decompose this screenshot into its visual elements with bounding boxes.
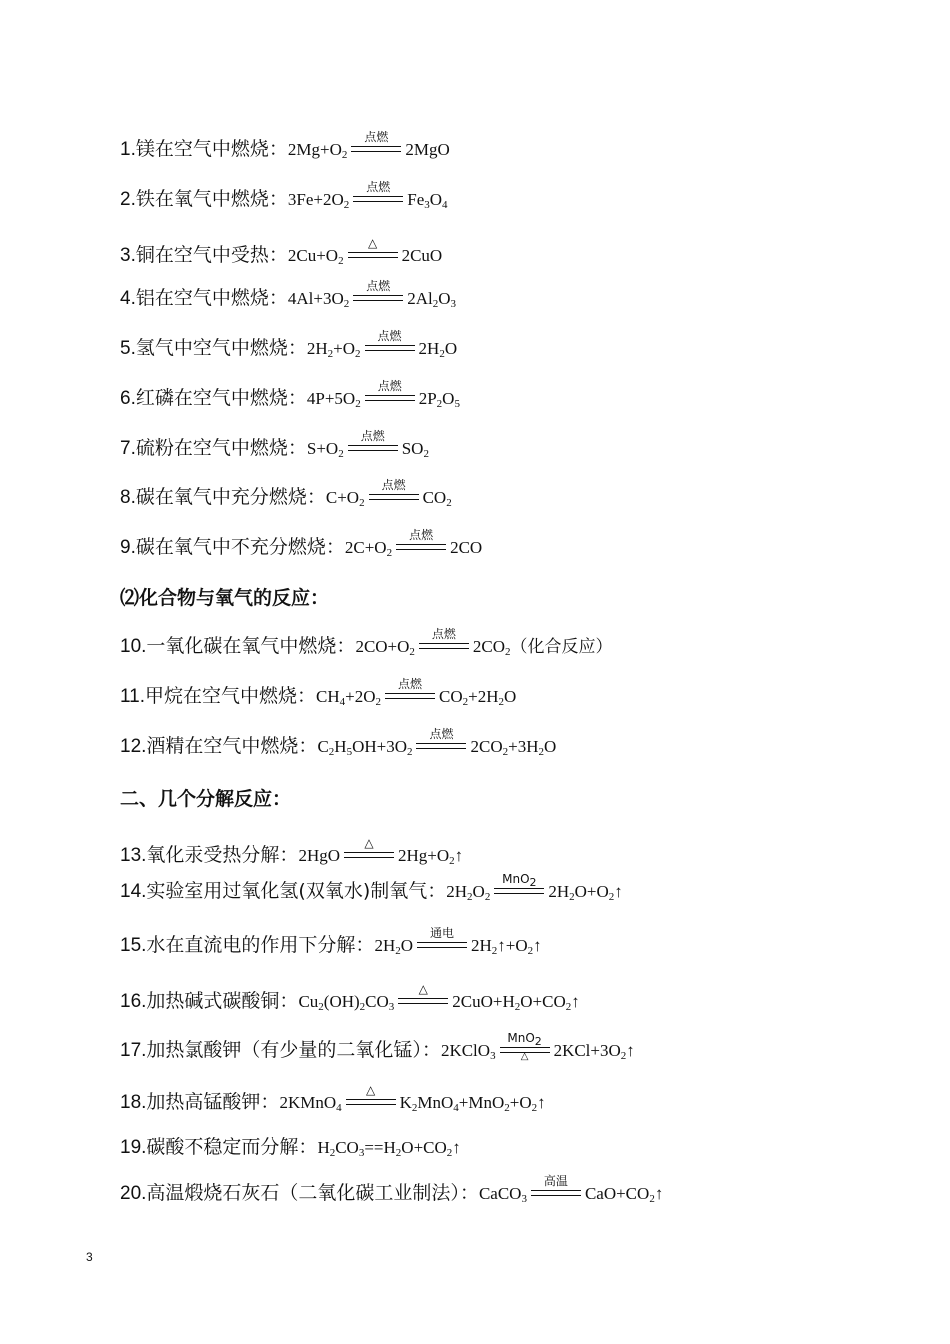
equation-line-14 [120, 872, 623, 904]
chemical-equation [446, 872, 623, 903]
reaction-description: 碳在氧气中不充分燃烧： [135, 536, 345, 558]
section-heading-compound-oxygen: ⑵化合物与氧气的反应： [120, 587, 330, 609]
reaction-condition [344, 836, 394, 864]
condition-label: 通电 [429, 926, 454, 941]
chemical-equation [287, 279, 457, 310]
reaction-description: 铝在空气中燃烧： [135, 287, 288, 309]
condition-label: 点燃 [377, 379, 402, 394]
item-number: 5. [120, 338, 136, 359]
item-number: 4. [120, 288, 136, 309]
reactants: $2H_2O$ [374, 936, 413, 957]
double-line-sign [348, 445, 398, 451]
item-number: 2. [120, 189, 136, 210]
reaction-description: 铁在氧气中燃烧： [135, 188, 288, 210]
double-line-sign [531, 1190, 581, 1196]
reactants: $2H_2+O_2$ [306, 339, 361, 360]
reactants: 2KMnO$_4$ [279, 1093, 342, 1114]
chemical-equation [287, 130, 450, 161]
item-number: 19. [120, 1137, 147, 1158]
reaction-condition [353, 279, 403, 307]
equation-line-5 [120, 329, 458, 361]
chemical-equation [355, 627, 613, 658]
reaction-condition [385, 677, 435, 705]
equation-line-4 [120, 279, 457, 311]
products: $2H_2O$ [418, 339, 458, 360]
double-line-sign [417, 942, 467, 948]
chemical-equation [306, 379, 460, 410]
double-line-sign [348, 252, 398, 258]
item-number: 9. [120, 537, 136, 558]
condition-sub-label: △ [520, 1051, 529, 1063]
products: $2CO_2+3H_2O$ [470, 737, 557, 758]
condition-label: △ [418, 982, 428, 997]
reaction-condition [348, 236, 398, 264]
reaction-description: 硫粉在空气中燃烧： [135, 437, 307, 459]
equation-line-1 [120, 130, 450, 162]
double-line-sign [419, 643, 469, 649]
chemical-equation [325, 478, 452, 509]
chemical-equation [374, 926, 542, 957]
condition-label: 点燃 [366, 279, 391, 294]
products: $2P_2O_5$ [418, 389, 460, 410]
double-line-sign [351, 146, 401, 152]
reaction-condition [531, 1174, 581, 1202]
reactants: $2Mg+O_2$ [287, 140, 348, 161]
condition-label: 点燃 [364, 130, 389, 145]
chemical-equation [287, 180, 448, 211]
reactants: 2KClO$_3$ [440, 1041, 496, 1062]
equation-line-3 [120, 236, 443, 268]
chemical-equation [440, 1031, 635, 1063]
double-line-sign [353, 295, 403, 301]
page-number: 3 [86, 1250, 93, 1264]
chemical-equation [344, 528, 483, 559]
item-number: 10. [120, 636, 147, 657]
reaction-condition [353, 180, 403, 208]
item-number: 13. [120, 845, 147, 866]
products: $2Al_2O_3$ [407, 289, 457, 310]
equation-line-19 [120, 1135, 461, 1160]
equation-line-7 [120, 429, 429, 461]
products: $K_2MnO_4+MnO_2+O_2↑$ [399, 1093, 546, 1114]
reaction-condition [500, 1031, 550, 1063]
double-line-sign [398, 998, 448, 1004]
equation-line-11 [120, 677, 517, 709]
reactants: $H_2CO_3==H_2O+CO_2↑$ [317, 1138, 461, 1159]
condition-label: 点燃 [366, 180, 391, 195]
reaction-condition [494, 872, 544, 900]
reaction-description: 红磷在空气中燃烧： [135, 387, 307, 409]
reaction-condition [346, 1083, 396, 1111]
equation-line-20 [120, 1174, 664, 1206]
reaction-condition [417, 926, 467, 954]
condition-label: 点燃 [409, 528, 434, 543]
chemical-equation [306, 329, 458, 360]
equation-line-9 [120, 528, 483, 560]
reactants: $4Al+3O_2$ [287, 289, 350, 310]
chemical-equation [317, 727, 557, 758]
double-line-sign [494, 888, 544, 894]
item-number: 8. [120, 487, 136, 508]
item-number: 3. [120, 245, 136, 266]
reactants: $2C+O_2$ [344, 538, 393, 559]
reactants: 2HgO [298, 846, 340, 865]
condition-label: 高温 [543, 1174, 568, 1189]
equation-line-2 [120, 180, 448, 212]
item-number: 6. [120, 388, 136, 409]
item-number: 11. [120, 686, 146, 707]
reactants: $4P+5O_2$ [306, 389, 361, 410]
condition-label: △ [364, 836, 374, 851]
item-number: 18. [120, 1092, 147, 1113]
products: 2CO [450, 538, 483, 557]
item-number: 12. [120, 736, 147, 757]
reactants: $C+O_2$ [325, 488, 365, 509]
equation-line-13 [120, 836, 464, 868]
condition-label: 点燃 [381, 478, 406, 493]
condition-label: △ [365, 1083, 376, 1098]
item-number: 14. [120, 881, 147, 902]
reaction-condition [348, 429, 398, 457]
reaction-condition [416, 727, 466, 755]
chemical-equation [306, 429, 429, 460]
products: $CO_2+2H_2O$ [439, 687, 517, 708]
item-number: 20. [120, 1183, 147, 1204]
reaction-description: 实验室用过氧化氢(双氧水)制氧气： [146, 880, 447, 902]
reactants: $S+O_2$ [306, 439, 344, 460]
reaction-description: 水在直流电的作用下分解： [146, 934, 375, 956]
equation-line-8 [120, 478, 452, 510]
double-line-sign [365, 345, 415, 351]
reaction-condition [365, 329, 415, 357]
chemical-equation [298, 836, 464, 867]
item-number: 1. [120, 139, 136, 160]
reaction-description: 高温煅烧石灰石（二氧化碳工业制法）： [146, 1182, 479, 1204]
item-number: 16. [120, 991, 147, 1012]
reactants: $2CO+O_2$ [355, 637, 415, 658]
reaction-condition [369, 478, 419, 506]
reaction-condition [365, 379, 415, 407]
equation-line-15 [120, 926, 542, 958]
double-line-sign [385, 693, 435, 699]
products: $CaO+CO_2↑$ [584, 1184, 664, 1205]
products: $2CuO+H_2O+CO_2↑$ [452, 992, 580, 1013]
reaction-description: 镁在空气中燃烧： [135, 138, 288, 160]
reactants: $Cu_2(OH)_2CO_3$ [298, 992, 395, 1013]
equation-line-16 [120, 982, 580, 1014]
products: $CO_2$ [422, 488, 452, 509]
double-line-sign [344, 852, 394, 858]
chemical-equation [316, 677, 517, 708]
chemical-equation [317, 1138, 460, 1157]
equation-line-6 [120, 379, 460, 411]
double-line-sign [353, 196, 403, 202]
reaction-condition [351, 130, 401, 158]
double-line-sign [346, 1099, 396, 1105]
reactants: $2H_2O_2$ [446, 882, 491, 903]
products: $SO_2$ [401, 439, 429, 460]
reaction-condition [398, 982, 448, 1010]
double-line-sign [396, 544, 446, 550]
condition-label: △ [367, 236, 378, 251]
reaction-description: 碳在氧气中充分燃烧： [135, 486, 326, 508]
products: $2CO_2$（化合反应） [472, 637, 613, 658]
chemical-equation [478, 1174, 664, 1205]
products: $2KCl+3O_2↑$ [553, 1041, 635, 1062]
reaction-condition [396, 528, 446, 556]
products: 2CuO [401, 246, 443, 265]
equation-line-10 [120, 627, 613, 659]
reaction-description: 甲烷在空气中燃烧： [145, 685, 317, 707]
condition-label: 点燃 [429, 727, 454, 742]
chemical-equation [279, 1083, 546, 1114]
reaction-condition [419, 627, 469, 655]
condition-label: 点燃 [360, 429, 385, 444]
reaction-description: 加热高锰酸钾： [146, 1091, 280, 1113]
reactants: CaCO$_3$ [478, 1184, 527, 1205]
reactants: $3Fe+2O_2$ [287, 190, 350, 211]
double-line-sign [416, 743, 466, 749]
double-line-sign [369, 494, 419, 500]
section-heading-decomposition: 二、几个分解反应： [120, 788, 292, 810]
products: $2Hg+O_2↑$ [398, 846, 464, 867]
condition-label: MnO$_2$ [502, 872, 537, 890]
chemical-equation [287, 236, 443, 267]
equation-line-12 [120, 727, 557, 759]
condition-label: 点燃 [377, 329, 402, 344]
products: 2MgO [405, 140, 450, 159]
reaction-description: 氧化汞受热分解： [146, 844, 299, 866]
reaction-description: 加热氯酸钾（有少量的二氧化锰）： [146, 1039, 441, 1061]
products: $Fe_3O_4$ [407, 190, 448, 211]
reactants: $2Cu+O_2$ [287, 246, 344, 267]
equation-line-18 [120, 1083, 546, 1115]
reaction-description: 一氧化碳在氧气中燃烧： [146, 635, 356, 657]
item-number: 17. [120, 1040, 147, 1061]
condition-label: MnO$_2$ [507, 1031, 542, 1049]
condition-label: 点燃 [431, 627, 456, 642]
double-line-sign [365, 395, 415, 401]
products: $2H_2O+O_2↑$ [548, 882, 623, 903]
condition-label: 点燃 [398, 677, 423, 692]
reaction-description: 碳酸不稳定而分解： [146, 1136, 318, 1158]
equation-line-17 [120, 1031, 635, 1063]
reaction-description: 铜在空气中受热： [135, 244, 288, 266]
reactants: $CH_4+2O_2$ [316, 687, 382, 708]
reaction-description: 氢气中空气中燃烧： [135, 337, 307, 359]
item-number: 7. [120, 438, 136, 459]
reaction-description: 酒精在空气中燃烧： [146, 735, 318, 757]
reactants: $C_2H_5OH+3O_2$ [317, 737, 413, 758]
chemical-equation [298, 982, 580, 1013]
reaction-description: 加热碱式碳酸铜： [146, 990, 299, 1012]
products: $2H_2↑+O_2↑$ [471, 936, 542, 957]
item-number: 15. [120, 935, 147, 956]
